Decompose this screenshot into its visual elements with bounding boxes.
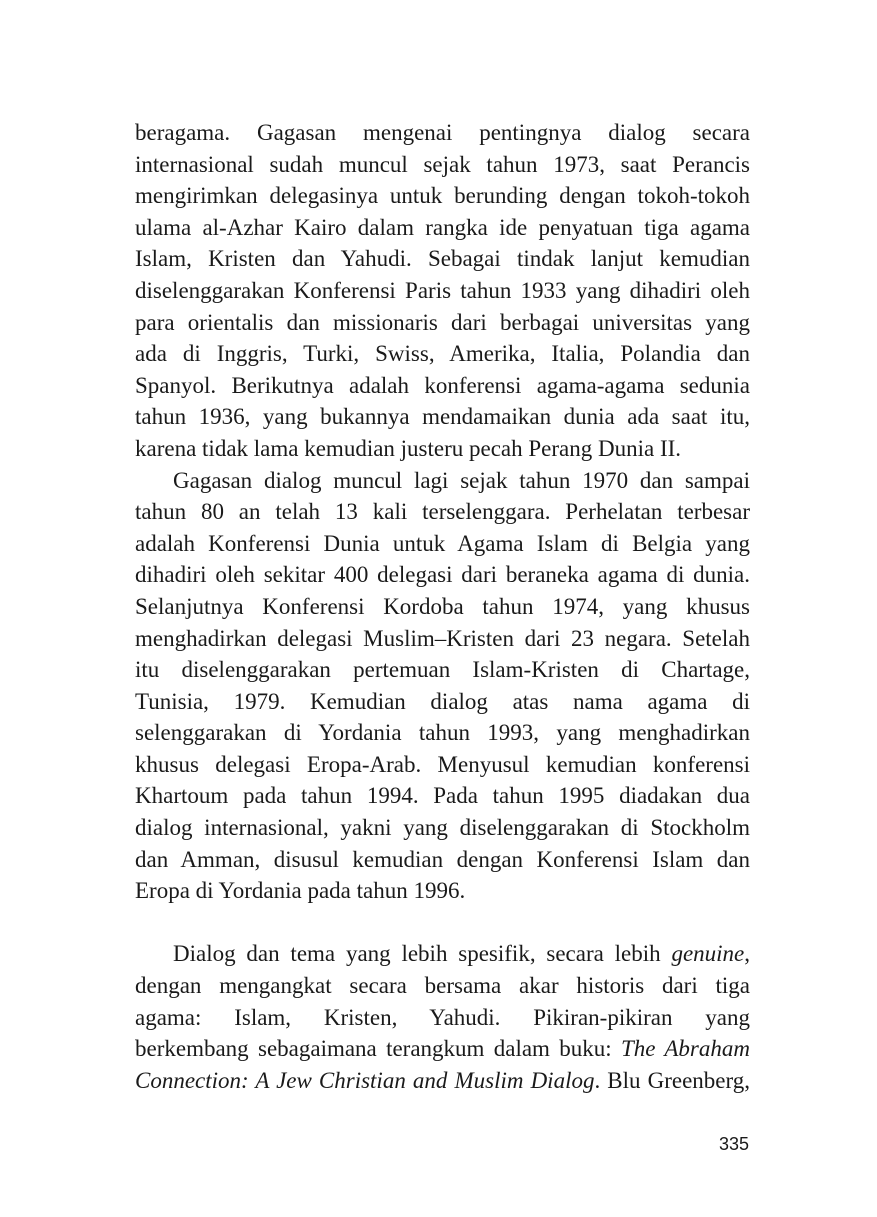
paragraph-1-line: beragama. Gagasan mengenai pentingnya dialog secara (135, 120, 750, 145)
paragraph-2-line: adalah Konferensi Dunia untuk Agama Islam di Belgia yang (135, 530, 750, 556)
paragraph-1-line: ada di Inggris, Turki, Swiss, Amerika, Italia, Polandia dan (135, 341, 750, 367)
paragraph-3-line (135, 1033, 750, 1065)
paragraph-2-line: tahun 80 an telah 13 kali terselenggara. Perhelatan terbesar (135, 499, 750, 525)
paragraph-1-line: diselenggarakan Konferensi Paris tahun 1933 yang dihadiri oleh (135, 277, 750, 303)
book-title: Connection: A Jew Christian and Muslim Dialog (135, 1067, 595, 1093)
paragraph-1-line: internasional sudah muncul sejak tahun 1973, saat Perancis (135, 151, 750, 177)
paragraph-2-line: selenggarakan di Yordania tahun 1993, yang menghadirkan (135, 720, 750, 746)
italic-term: genuine (671, 941, 745, 967)
paragraph-2 (135, 465, 750, 907)
book-title: The Abraham (620, 1036, 750, 1062)
paragraph-3-line (135, 938, 750, 970)
paragraph-1-line: ulama al-Azhar Kairo dalam rangka ide penyatuan tiga agama (135, 214, 750, 240)
text-run: berkembang sebagaimana terangkum dalam buku: (135, 1036, 621, 1062)
paragraph-gap (135, 907, 750, 939)
paragraph-3-line (135, 1065, 750, 1097)
paragraph-2-line: Selanjutnya Konferensi Kordoba tahun 1974, yang khusus (135, 593, 750, 619)
paragraph-2-line: Eropa di Yordania pada tahun 1996. (135, 878, 466, 904)
paragraph-1-line: Spanyol. Berikutnya adalah konferensi agama-agama sedunia (135, 372, 750, 398)
paragraph-2-line: itu diselenggarakan pertemuan Islam-Kristen di Chartage, (135, 657, 750, 683)
page-body (135, 117, 750, 1096)
paragraph-1-line: para orientalis dan missionaris dari berbagai universitas yang (135, 309, 750, 335)
paragraph-2-line: khusus delegasi Eropa-Arab. Menyusul kemudian konferensi (135, 751, 750, 777)
paragraph-1 (135, 117, 750, 465)
text-run: , (744, 941, 750, 967)
paragraph-2-line: dihadiri oleh sekitar 400 delegasi dari beraneka agama di dunia. (135, 562, 750, 588)
paragraph-3 (135, 938, 750, 1096)
paragraph-1-line: tahun 1936, yang bukannya mendamaikan dunia ada saat itu, (135, 404, 750, 430)
paragraph-2-line: menghadirkan delegasi Muslim–Kristen dari 23 negara. Setelah (135, 625, 750, 651)
page-number: 335 (718, 1134, 749, 1154)
paragraph-2-line: Tunisia, 1979. Kemudian dialog atas nama agama di (135, 688, 750, 714)
paragraph-3-line: dengan mengangkat secara bersama akar historis dari tiga (135, 973, 750, 999)
paragraph-1-line: Islam, Kristen dan Yahudi. Sebagai tindak lanjut kemudian (135, 246, 750, 272)
paragraph-1-line: mengirimkan delegasinya untuk berunding dengan tokoh-tokoh (135, 183, 750, 209)
paragraph-2-line: dialog internasional, yakni yang diselenggarakan di Stockholm (135, 815, 750, 841)
text-run: Dialog dan tema yang lebih spesifik, secara lebih (173, 941, 672, 967)
paragraph-1-line: karena tidak lama kemudian justeru pecah Perang Dunia II. (135, 435, 682, 461)
paragraph-2-line: dan Amman, disusul kemudian dengan Konferensi Islam dan (135, 846, 750, 872)
paragraph-2-line: Khartoum pada tahun 1994. Pada tahun 1995 diadakan dua (135, 783, 750, 809)
paragraph-2-line: Gagasan dialog muncul lagi sejak tahun 1970 dan sampai (173, 467, 750, 493)
paragraph-3-line: agama: Islam, Kristen, Yahudi. Pikiran-pikiran yang (135, 1004, 750, 1030)
text-run: . Blu Greenberg, (594, 1067, 750, 1093)
